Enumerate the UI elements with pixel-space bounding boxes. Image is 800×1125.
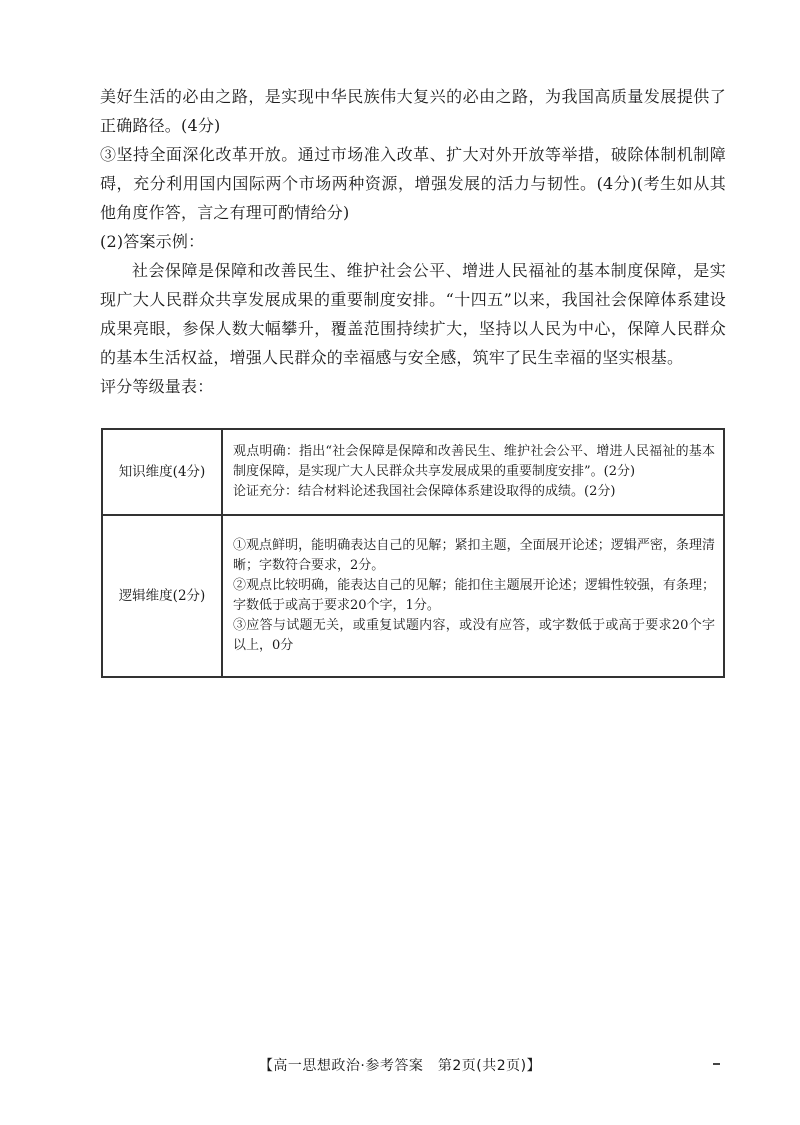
answer-point-3: ③坚持全面深化改革开放。通过市场准入改革、扩大对外开放等举措，破除体制机制障碍，充分利用国内国际两个市场两种资源，增强发展的活力与韧性。(4分)(考生如从其他角度作答，言之有理可酌情给分): [100, 145, 726, 222]
sample-answer-paragraph: 社会保障是保障和改善民生、维护社会公平、增进人民福祉的基本制度保障，是实现广大人民群众共享发展成果的重要制度安排。“十四五”以来，我国社会保障体系建设成果亮眼，参保人数大幅攀升，覆盖范围持续扩大，坚持以人民为中心，保障人民群众的基本生活权益，增强人民群众的幸福感与安全感，筑牢了民生幸福的坚实根基。: [100, 261, 726, 367]
rubric-row-logic: [102, 515, 724, 677]
rubric-row-knowledge: [102, 429, 724, 515]
answer-body: [100, 82, 726, 401]
scan-corner-mark: [713, 1063, 720, 1065]
criterion-level-2: ①观点鲜明，能明确表达自己的见解；紧扣主题，全面展开论述；逻辑严密，条理清晰；字数符合要求，2分。: [233, 538, 715, 573]
grading-rubric-table: [101, 428, 725, 678]
criterion-viewpoint: 观点明确：指出“社会保障是保障和改善民生、维护社会公平、增进人民福祉的基本制度保障，是实现广大人民群众共享发展成果的重要制度安排”。(2分): [233, 444, 715, 479]
criterion-level-1: ②观点比较明确，能表达自己的见解；能扣住主题展开论述；逻辑性较强，有条理；字数低于或高于要求20个字，1分。: [233, 578, 715, 613]
rubric-dimension-knowledge: 知识维度(4分): [102, 429, 222, 515]
rubric-heading: 评分等级量表：: [100, 377, 214, 396]
criterion-level-0: ③应答与试题无关，或重复试题内容，或没有应答，或字数低于或高于要求20个字以上，0分: [233, 618, 715, 653]
criterion-argument: 论证充分：结合材料论述我国社会保障体系建设取得的成绩。(2分): [233, 484, 616, 499]
rubric-criteria-knowledge: [222, 429, 724, 515]
answer-continuation: 美好生活的必由之路，是实现中华民族伟大复兴的必由之路，为我国高质量发展提供了正确路径。(4分): [100, 87, 726, 135]
rubric-dimension-logic: 逻辑维度(2分): [102, 515, 222, 677]
page-footer: 【高一思想政治·参考答案 第2页(共2页)】: [258, 1058, 542, 1074]
question-2-heading: (2)答案示例：: [100, 232, 205, 251]
rubric-criteria-logic: [222, 515, 724, 677]
